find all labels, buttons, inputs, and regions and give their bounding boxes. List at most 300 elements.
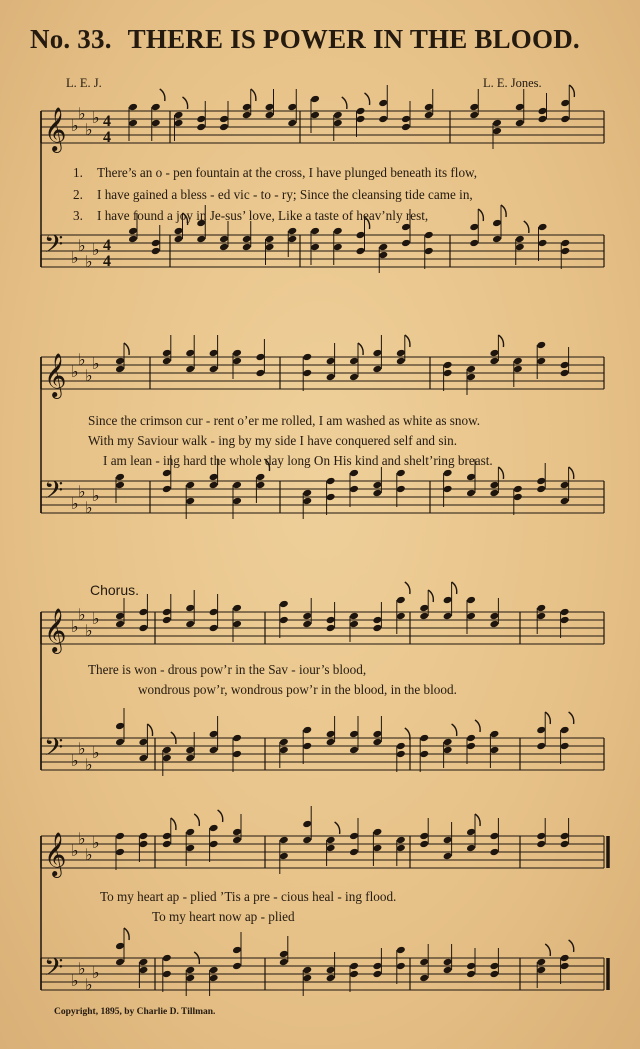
verse-3-line-1: 3. I have found a joy in Je-sus’ love, Like a taste of heav’nly rest, — [73, 208, 429, 223]
notehead — [242, 235, 252, 244]
notehead — [372, 489, 382, 498]
flat-sign: ♭ — [71, 116, 79, 135]
notehead — [372, 730, 382, 739]
notehead — [174, 111, 184, 120]
time-signature-top: 4 — [103, 237, 111, 254]
notehead — [372, 738, 382, 747]
notehead — [372, 616, 382, 625]
notehead — [349, 485, 359, 494]
notehead — [196, 235, 206, 244]
notehead — [326, 730, 336, 739]
notehead — [466, 962, 476, 971]
notehead — [349, 832, 359, 841]
notehead — [209, 966, 219, 975]
notehead — [536, 341, 546, 350]
notehead — [419, 612, 429, 621]
notehead — [151, 239, 161, 248]
notehead — [279, 600, 289, 609]
note-flag — [569, 85, 574, 97]
notehead — [356, 231, 366, 240]
notehead — [185, 481, 195, 490]
treble-clef: 𝄞 — [44, 608, 67, 652]
flat-sign: ♭ — [85, 755, 93, 774]
note-flag — [475, 814, 480, 826]
notehead — [424, 103, 434, 112]
flat-sign: ♭ — [92, 108, 100, 127]
notehead — [492, 219, 502, 228]
notehead — [560, 608, 570, 617]
flat-sign: ♭ — [85, 120, 93, 139]
notehead — [560, 726, 570, 735]
flat-sign: ♭ — [78, 236, 86, 255]
notehead — [128, 103, 138, 112]
flat-sign: ♭ — [71, 617, 79, 636]
bass-clef: 𝄢 — [44, 733, 64, 768]
note-flag — [428, 590, 433, 602]
notehead — [443, 852, 453, 861]
notehead — [349, 357, 359, 366]
composer-credit: L. E. Jones. — [483, 76, 542, 90]
notehead — [443, 485, 453, 494]
notehead — [115, 832, 125, 841]
notehead — [115, 848, 125, 857]
treble-clef: 𝄞 — [44, 353, 67, 397]
notehead — [349, 612, 359, 621]
note-flag — [335, 822, 340, 834]
notehead — [302, 974, 312, 983]
notehead — [489, 730, 499, 739]
notehead — [115, 365, 125, 374]
notehead — [515, 119, 525, 128]
notehead — [489, 349, 499, 358]
lyricist-credit: L. E. J. — [66, 76, 102, 90]
notehead — [185, 365, 195, 374]
notehead — [265, 111, 275, 120]
notehead — [492, 127, 502, 136]
notehead — [560, 840, 570, 849]
notehead — [232, 946, 242, 955]
notehead — [302, 369, 312, 378]
notehead — [349, 620, 359, 629]
notehead — [443, 612, 453, 621]
notehead — [302, 489, 312, 498]
notehead — [185, 844, 195, 853]
notehead — [536, 357, 546, 366]
notehead — [128, 119, 138, 128]
note-flag — [124, 343, 129, 355]
notehead — [560, 247, 570, 256]
note-flag — [183, 97, 188, 109]
notehead — [185, 349, 195, 358]
notehead — [326, 373, 336, 382]
notehead — [209, 349, 219, 358]
notehead — [232, 357, 242, 366]
note-flag — [569, 940, 574, 952]
notehead — [536, 966, 546, 975]
notehead — [115, 722, 125, 731]
chorus-line-1-upper: There is won - drous pow’r in the Sav - iour’s blood, — [88, 662, 367, 677]
flat-sign: ♭ — [78, 350, 86, 369]
notehead — [378, 243, 388, 252]
notehead — [232, 481, 242, 490]
notehead — [209, 746, 219, 755]
flat-sign: ♭ — [85, 252, 93, 271]
flat-sign: ♭ — [85, 621, 93, 640]
notehead — [515, 235, 525, 244]
notehead — [466, 365, 476, 374]
notehead — [489, 970, 499, 979]
flat-sign: ♭ — [71, 841, 79, 860]
notehead — [302, 353, 312, 362]
notehead — [513, 357, 523, 366]
flat-sign: ♭ — [78, 959, 86, 978]
notehead — [443, 958, 453, 967]
notehead — [538, 107, 548, 116]
notehead — [419, 958, 429, 967]
notehead — [489, 612, 499, 621]
chorus-line-2-upper: To my heart ap - plied ’Tis a pre - cious heal - ing flood. — [100, 889, 397, 904]
notehead — [443, 469, 453, 478]
notehead — [162, 349, 172, 358]
notehead — [396, 844, 406, 853]
notehead — [232, 836, 242, 845]
notehead — [326, 357, 336, 366]
notehead — [279, 746, 289, 755]
notehead — [138, 840, 148, 849]
notehead — [162, 608, 172, 617]
note-flag — [405, 582, 410, 594]
chorus-line-1-lower: wondrous pow’r, wondrous pow’r in the blood, in the blood. — [138, 682, 457, 697]
notehead — [489, 620, 499, 629]
notehead — [396, 485, 406, 494]
flat-sign: ♭ — [85, 366, 93, 385]
notehead — [396, 612, 406, 621]
notehead — [185, 754, 195, 763]
notehead — [560, 99, 570, 108]
notehead — [196, 115, 206, 124]
notehead — [515, 243, 525, 252]
notehead — [443, 596, 453, 605]
notehead — [138, 608, 148, 617]
note-flag — [452, 582, 457, 594]
note-flag — [194, 814, 199, 826]
notehead — [489, 746, 499, 755]
notehead — [162, 616, 172, 625]
notehead — [466, 844, 476, 853]
note-flag — [475, 720, 480, 732]
notehead — [279, 616, 289, 625]
notehead — [419, 974, 429, 983]
notehead — [443, 738, 453, 747]
notehead — [219, 115, 229, 124]
notehead — [265, 103, 275, 112]
note-flag — [524, 221, 529, 233]
notehead — [174, 119, 184, 128]
notehead — [232, 734, 242, 743]
notehead — [333, 243, 343, 252]
notehead — [326, 477, 336, 486]
notehead — [333, 119, 343, 128]
flat-sign: ♭ — [92, 354, 100, 373]
notehead — [232, 828, 242, 837]
notehead — [424, 231, 434, 240]
verse-2-line-1: 2. I have gained a bless - ed vic - to - ry; Since the cleansing tide came in, — [73, 187, 473, 202]
notehead — [396, 469, 406, 478]
notehead — [419, 832, 429, 841]
notehead — [265, 235, 275, 244]
flat-sign: ♭ — [71, 751, 79, 770]
notehead — [372, 624, 382, 633]
notehead — [219, 123, 229, 132]
verse-3-line-2: I am lean - ing hard the whole day long On His kind and shelt’ring breast. — [103, 453, 493, 468]
notehead — [489, 832, 499, 841]
notehead — [372, 349, 382, 358]
notehead — [151, 247, 161, 256]
note-flag — [147, 724, 152, 736]
notehead — [326, 966, 336, 975]
note-flag — [545, 712, 550, 724]
verse-1-line-2: Since the crimson cur - rent o’er me rolled, I am washed as white as snow. — [88, 413, 481, 428]
notehead — [560, 361, 570, 370]
notehead — [209, 624, 219, 633]
notehead — [138, 832, 148, 841]
notehead — [209, 473, 219, 482]
notehead — [162, 970, 172, 979]
notehead — [560, 481, 570, 490]
notehead — [424, 247, 434, 256]
notehead — [185, 828, 195, 837]
notehead — [209, 365, 219, 374]
notehead — [255, 369, 265, 378]
notehead — [138, 624, 148, 633]
notehead — [279, 852, 289, 861]
notehead — [115, 612, 125, 621]
notehead — [232, 349, 242, 358]
notehead — [349, 469, 359, 478]
notehead — [255, 481, 265, 490]
notehead — [401, 123, 411, 132]
flat-sign: ♭ — [92, 609, 100, 628]
note-flag — [498, 467, 503, 479]
notehead — [115, 958, 125, 967]
notehead — [326, 624, 336, 633]
flat-sign: ♭ — [71, 248, 79, 267]
notehead — [209, 730, 219, 739]
flat-sign: ♭ — [78, 104, 86, 123]
notehead — [466, 612, 476, 621]
bass-clef: 𝄢 — [44, 230, 64, 265]
notehead — [560, 115, 570, 124]
notehead — [396, 750, 406, 759]
notehead — [378, 251, 388, 260]
notehead — [349, 970, 359, 979]
note-flag — [365, 93, 370, 105]
notehead — [349, 730, 359, 739]
notehead — [310, 227, 320, 236]
note-flag — [405, 335, 410, 347]
notehead — [356, 107, 366, 116]
notehead — [265, 243, 275, 252]
notehead — [443, 746, 453, 755]
flat-sign: ♭ — [78, 829, 86, 848]
notehead — [515, 103, 525, 112]
notehead — [302, 497, 312, 506]
notehead — [513, 365, 523, 374]
notehead — [162, 832, 172, 841]
notehead — [469, 111, 479, 120]
notehead — [466, 596, 476, 605]
notehead — [310, 243, 320, 252]
notehead — [185, 966, 195, 975]
notehead — [115, 942, 125, 951]
copyright-notice: Copyright, 1895, by Charlie D. Tillman. — [54, 1007, 216, 1017]
notehead — [151, 119, 161, 128]
flat-sign: ♭ — [85, 498, 93, 517]
notehead — [279, 836, 289, 845]
treble-clef: 𝄞 — [44, 832, 67, 876]
notehead — [396, 596, 406, 605]
note-flag — [160, 89, 165, 101]
notehead — [372, 365, 382, 374]
note-flag — [218, 810, 223, 822]
notehead — [185, 497, 195, 506]
notehead — [185, 746, 195, 755]
notehead — [138, 738, 148, 747]
notehead — [492, 235, 502, 244]
notehead — [489, 489, 499, 498]
notehead — [326, 974, 336, 983]
notehead — [536, 832, 546, 841]
notehead — [536, 604, 546, 613]
notehead — [209, 840, 219, 849]
notehead — [310, 111, 320, 120]
notehead — [469, 223, 479, 232]
notehead — [356, 247, 366, 256]
notehead — [372, 970, 382, 979]
notehead — [196, 123, 206, 132]
notehead — [560, 497, 570, 506]
notehead — [209, 608, 219, 617]
notehead — [302, 836, 312, 845]
notehead — [115, 473, 125, 482]
notehead — [115, 738, 125, 747]
notehead — [396, 349, 406, 358]
notehead — [560, 616, 570, 625]
bass-clef: 𝄢 — [44, 953, 64, 988]
flat-sign: ♭ — [85, 975, 93, 994]
notehead — [396, 962, 406, 971]
notehead — [302, 620, 312, 629]
chorus-label: Chorus. — [90, 582, 140, 598]
notehead — [287, 119, 297, 128]
note-flag — [452, 724, 457, 736]
notehead — [138, 966, 148, 975]
notehead — [185, 974, 195, 983]
hymn-number: No. 33. — [30, 24, 112, 54]
notehead — [538, 223, 548, 232]
flat-sign: ♭ — [78, 739, 86, 758]
notehead — [372, 962, 382, 971]
note-flag — [569, 712, 574, 724]
notehead — [302, 820, 312, 829]
notehead — [469, 239, 479, 248]
notehead — [489, 481, 499, 490]
notehead — [326, 844, 336, 853]
notehead — [560, 832, 570, 841]
notehead — [356, 115, 366, 124]
notehead — [279, 958, 289, 967]
notehead — [466, 828, 476, 837]
notehead — [162, 357, 172, 366]
notehead — [466, 489, 476, 498]
note-flag — [171, 818, 176, 830]
notehead — [279, 738, 289, 747]
time-signature-bottom: 4 — [103, 253, 111, 270]
notehead — [396, 742, 406, 751]
notehead — [489, 357, 499, 366]
notehead — [466, 473, 476, 482]
notehead — [536, 477, 546, 486]
notehead — [302, 726, 312, 735]
notehead — [443, 966, 453, 975]
notehead — [279, 950, 289, 959]
notehead — [219, 235, 229, 244]
notehead — [302, 742, 312, 751]
notehead — [232, 962, 242, 971]
notehead — [242, 111, 252, 120]
notehead — [232, 604, 242, 613]
notehead — [219, 243, 229, 252]
notehead — [466, 970, 476, 979]
notehead — [174, 235, 184, 244]
notehead — [560, 742, 570, 751]
notehead — [333, 111, 343, 120]
notehead — [162, 954, 172, 963]
notehead — [372, 481, 382, 490]
flat-sign: ♭ — [92, 743, 100, 762]
notehead — [310, 95, 320, 104]
notehead — [128, 235, 138, 244]
notehead — [242, 243, 252, 252]
notehead — [138, 958, 148, 967]
notehead — [174, 227, 184, 236]
notehead — [466, 742, 476, 751]
notehead — [302, 612, 312, 621]
notehead — [255, 353, 265, 362]
notehead — [162, 754, 172, 763]
notehead — [560, 954, 570, 963]
note-flag — [358, 343, 363, 355]
notehead — [255, 473, 265, 482]
notehead — [333, 227, 343, 236]
notehead — [128, 227, 138, 236]
notehead — [115, 620, 125, 629]
notehead — [349, 373, 359, 382]
notehead — [489, 848, 499, 857]
notehead — [326, 493, 336, 502]
notehead — [469, 103, 479, 112]
flat-sign: ♭ — [85, 845, 93, 864]
notehead — [492, 119, 502, 128]
notehead — [419, 604, 429, 613]
notehead — [372, 828, 382, 837]
notehead — [536, 612, 546, 621]
notehead — [326, 738, 336, 747]
notehead — [162, 746, 172, 755]
notehead — [151, 103, 161, 112]
notehead — [489, 962, 499, 971]
flat-sign: ♭ — [78, 605, 86, 624]
